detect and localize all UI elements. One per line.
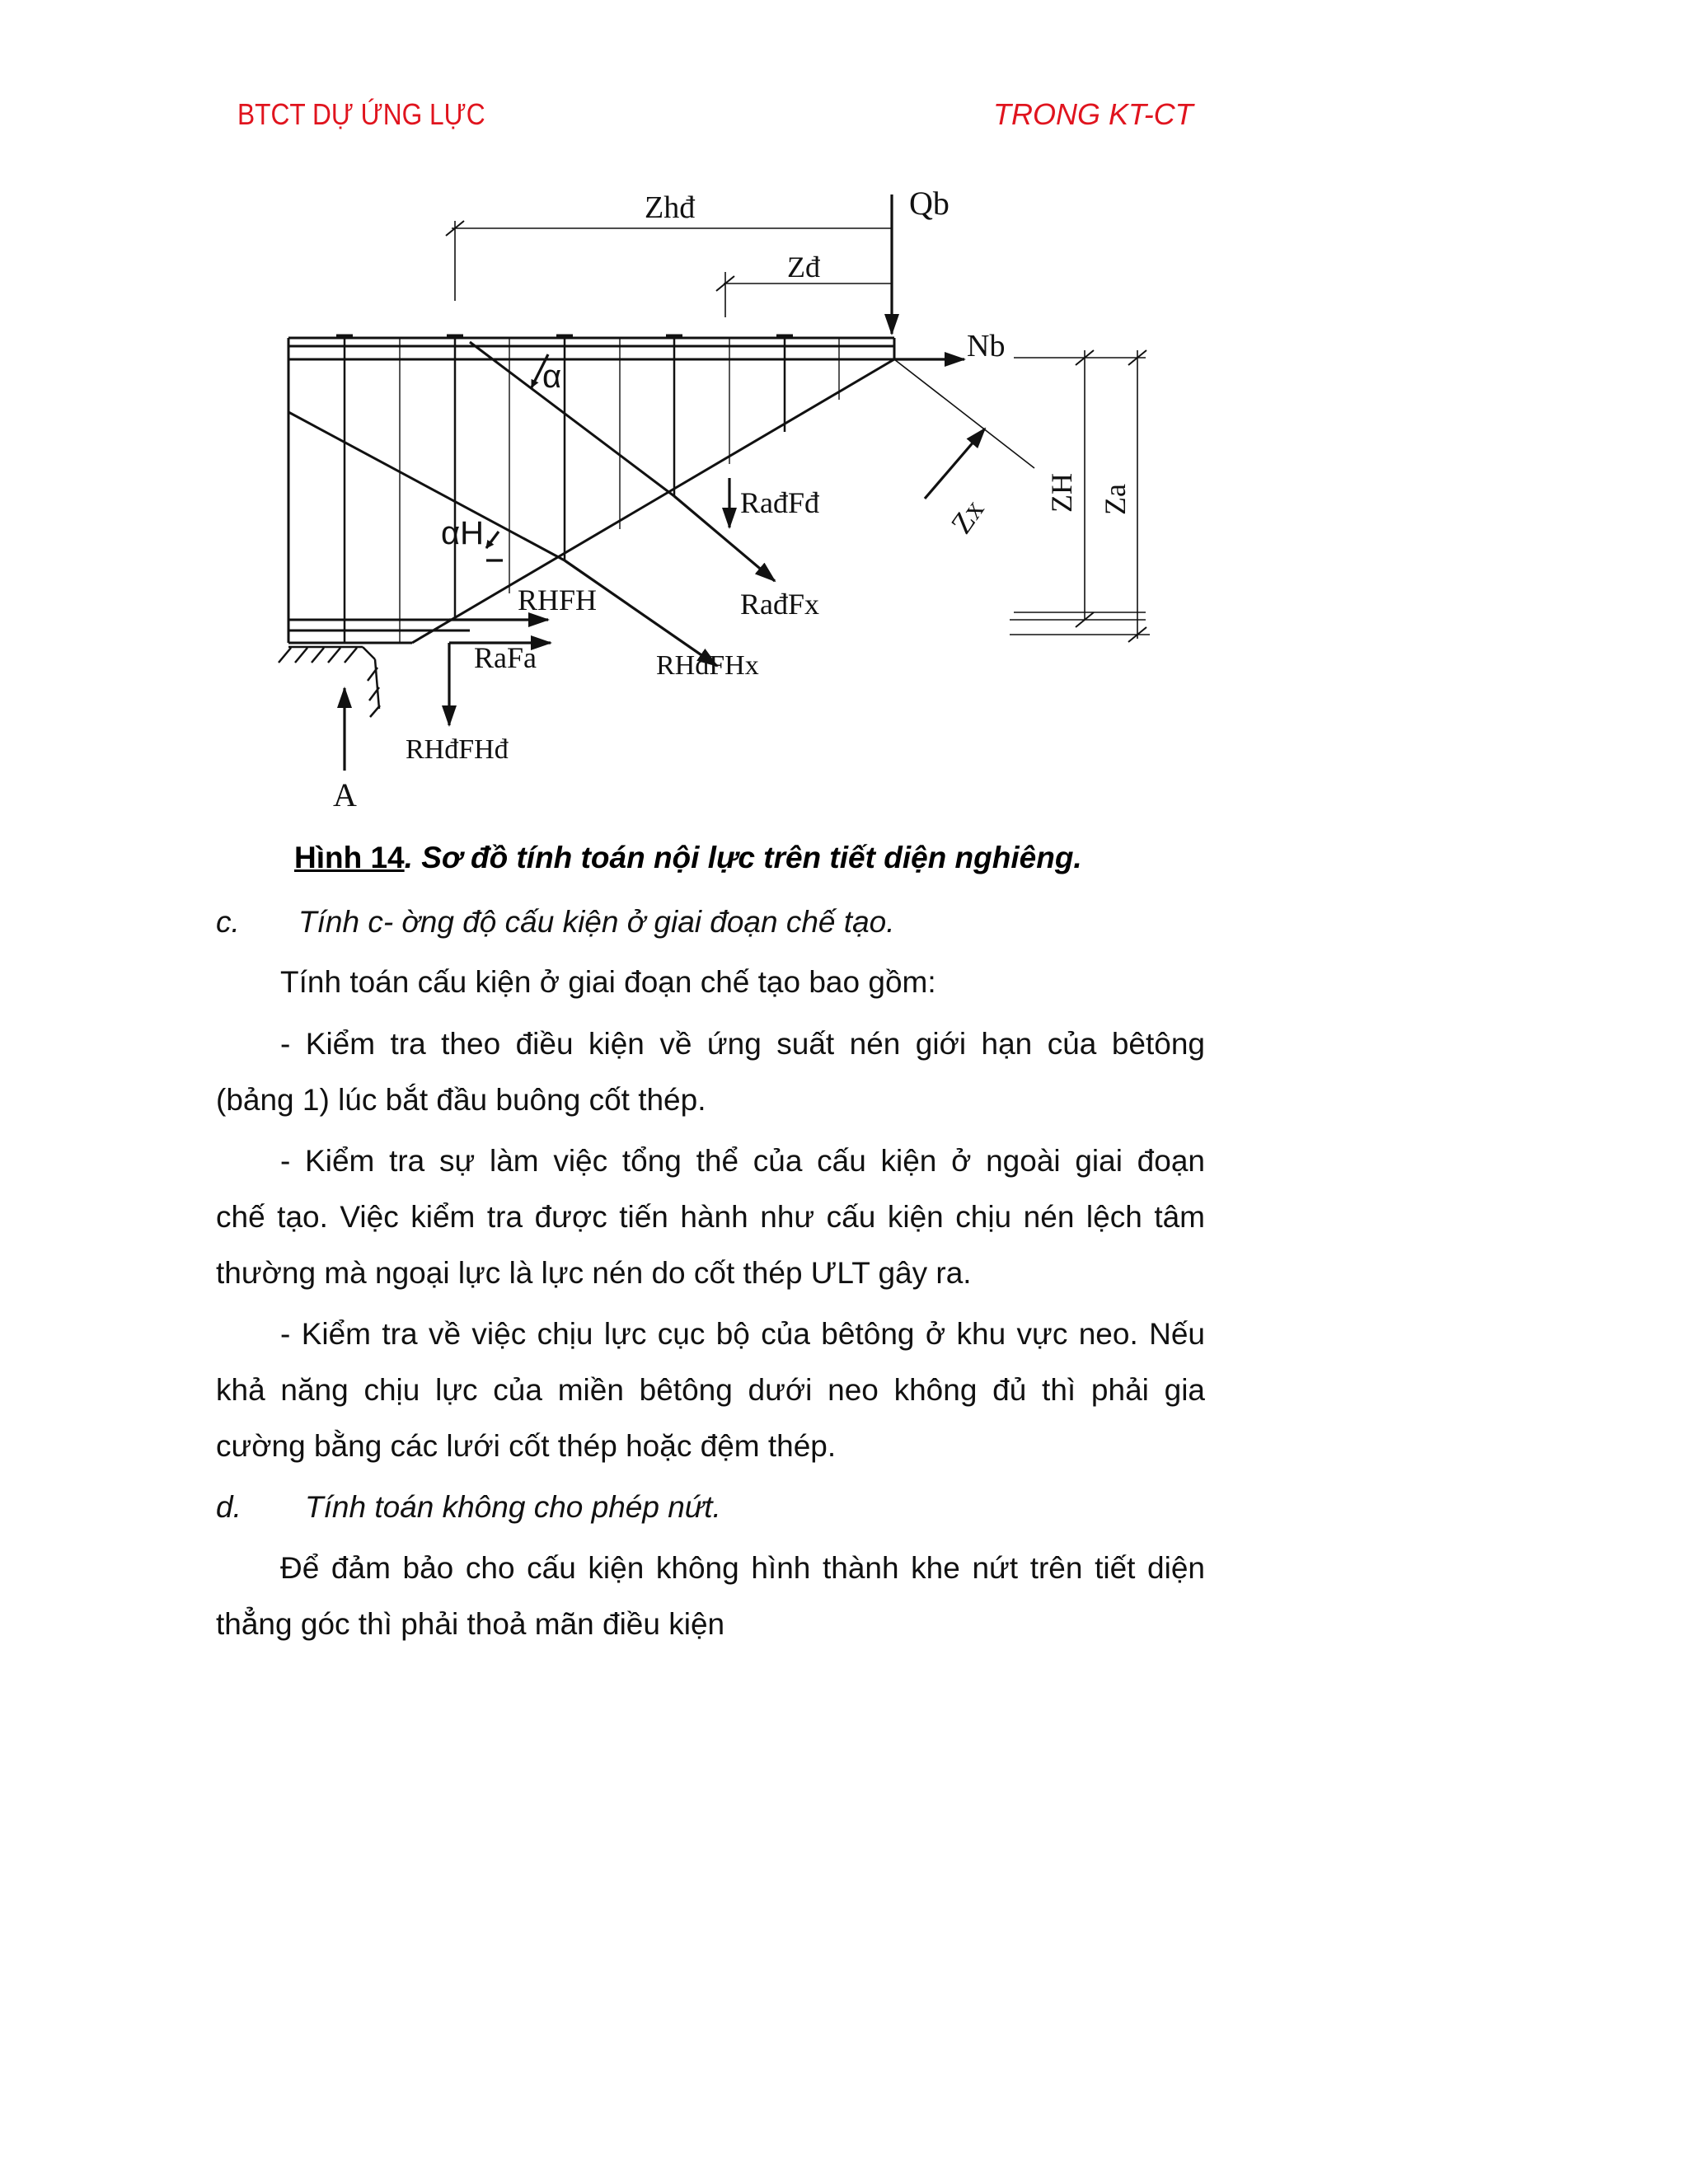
dimension-lines [452,221,1150,639]
label-rhdfhx: RHđFHx [656,650,759,681]
figure-caption [294,841,1082,875]
paragraph-4-line-1: - Kiểm tra về việc chịu lực cục bộ của bêtông ở khu vực neo. Nếu [280,1317,1205,1351]
section-c-marker: c. [216,905,240,939]
label-rdfd: RađFđ [740,486,820,519]
paragraph-2-line-2: (bảng 1) lúc bắt đầu buông cốt thép. [216,1083,706,1117]
paragraph-4-line-2: khả năng chịu lực của miền bêtông dưới neo không đủ thì phải gia [216,1373,1205,1407]
label-rhfh: RHFH [518,583,598,616]
paragraph-5-line-1: Để đảm bảo cho cấu kiện không hình thành khe nứt trên tiết diện [280,1551,1205,1585]
header-right-title: TRONG KT-CT [993,97,1193,131]
label-nb: Nb [967,329,1006,363]
label-alpha: α [542,359,562,395]
label-zx: Zx [944,493,991,540]
paragraph-3-line-1: - Kiểm tra sự làm việc tổng thể của cấu kiện ở ngoài giai đoạn [280,1144,1205,1178]
paragraph-4-line-3: cường bằng các lưới cốt thép hoặc đệm thép. [216,1429,837,1463]
label-alpha-h: αH [441,515,485,551]
section-d-title: Tính toán không cho phép nứt. [305,1490,721,1524]
label-zd: Zđ [787,251,820,284]
paragraph-2-line-1: - Kiểm tra theo điều kiện về ứng suất nén giới hạn của bêtông [280,1027,1205,1061]
section-c-title: Tính c- ờng độ cấu kiện ở giai đoạn chế tạo. [298,905,895,939]
header-left-title: BTCT DỰ ỨNG LỰC [237,97,485,131]
paragraph-1: Tính toán cấu kiện ở giai đoạn chế tạo bao gồm: [280,965,936,999]
paragraph-5-line-2: thẳng góc thì phải thoả mãn điều kiện [216,1607,725,1641]
paragraph-3-line-2: chế tạo. Việc kiểm tra được tiến hành như cấu kiện chịu nén lệch tâm [216,1200,1205,1234]
figure-caption-text: . Sơ đồ tính toán nội lực trên tiết diện nghiêng. [404,841,1082,874]
label-zh: ZH [1045,473,1078,513]
label-support-a: A [333,776,357,813]
label-rdfx: RađFx [740,588,820,621]
force-arrows [345,194,985,771]
section-d-marker: d. [216,1490,241,1524]
support-hatch [279,647,380,717]
label-zhd: Zhđ [645,190,696,225]
label-rafa: RaFa [474,641,537,674]
figure-caption-number: Hình 14 [294,841,405,874]
label-qb: Qb [909,185,950,222]
force-diagram [0,0,1688,824]
label-za: Za [1099,484,1132,515]
paragraph-3-line-3: thường mà ngoại lực là lực nén do cốt thép ƯLT gây ra. [216,1256,972,1290]
label-rhdfhd: RHđFHđ [406,734,509,765]
